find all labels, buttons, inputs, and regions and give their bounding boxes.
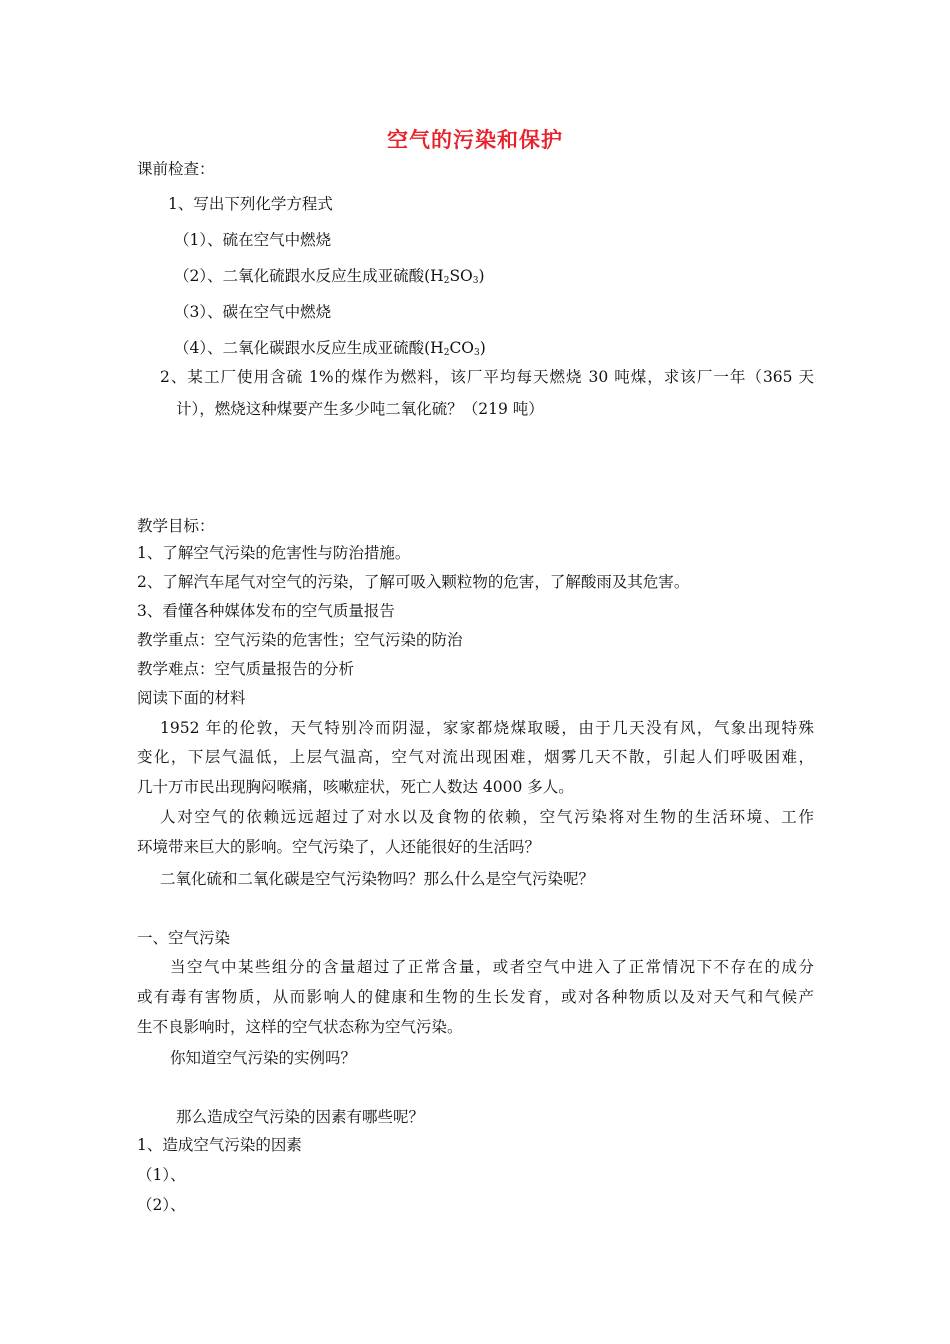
formula-h2so3: $(H_2SO_3)$ (424, 267, 485, 286)
goal-item: 2、了解汽车尾气对空气的污染，了解可吸入颗粒物的危害，了解酸雨及其危害。 (137, 573, 690, 591)
page-title: 空气的污染和保护 (387, 127, 563, 152)
reading-paragraph-line: 环境带来巨大的影响。空气污染了，人还能很好的生活吗？ (137, 838, 541, 856)
goals-heading: 教学目标： (137, 517, 215, 535)
question-1-item: （2）、二氧化硫跟水反应生成亚硫酸$(H_2SO_3)$ (174, 267, 485, 286)
question-1: 1、写出下列化学方程式 (168, 195, 333, 213)
goal-item: 1、了解空气污染的危害性与防治措施。 (137, 544, 411, 562)
goal-item: 3、看懂各种媒体发布的空气质量报告 (137, 602, 395, 620)
reading-heading: 阅读下面的材料 (137, 689, 246, 707)
factor-item: （2）、 (137, 1196, 186, 1214)
question-1-item: （4）、二氧化碳跟水反应生成亚硫酸$(H_2CO_3)$ (174, 339, 486, 358)
question-1-item: （1）、硫在空气中燃烧 (174, 231, 332, 249)
question-2-line: 计），燃烧这种煤要产生多少吨二氧化硫？（219 吨） (176, 400, 544, 418)
factors-question: 那么造成空气污染的因素有哪些呢？ (176, 1108, 425, 1126)
formula-h2co3: $(H_2CO_3)$ (424, 339, 486, 358)
pre-check-heading: 课前检查： (137, 160, 215, 178)
question-1-item: （3）、碳在空气中燃烧 (174, 303, 332, 321)
definition-line: 当空气中某些组分的含量超过了正常含量，或者空气中进入了正常情况下不存在的成分 (170, 958, 814, 976)
definition-line: 生不良影响时，这样的空气状态称为空气污染。 (137, 1018, 463, 1036)
reading-paragraph-line: 人对空气的依赖远远超过了对水以及食物的依赖，空气污染将对生物的生活环境、工作 (160, 808, 814, 826)
difficulty: 教学难点：空气质量报告的分析 (137, 660, 355, 678)
factor-item: （1）、 (137, 1166, 186, 1184)
reading-paragraph-line: 变化，下层气温低，上层气温高，空气对流出现困难，烟雾几天不散，引起人们呼吸困难， (137, 748, 814, 766)
key-point: 教学重点：空气污染的危害性；空气污染的防治 (137, 631, 463, 649)
reading-question: 二氧化硫和二氧化碳是空气污染物吗？那么什么是空气污染呢？ (160, 870, 595, 888)
question-2-line: 2、某工厂使用含硫 1%的煤作为燃料，该厂平均每天燃烧 30 吨煤，求该厂一年（365 天 (160, 368, 814, 386)
factors-heading: 1、造成空气污染的因素 (137, 1136, 302, 1154)
reading-paragraph-line: 1952 年的伦敦，天气特别冷而阴湿，家家都烧煤取暖，由于几天没有风，气象出现特殊 (160, 719, 814, 737)
reading-paragraph-line: 几十万市民出现胸闷喉痛，咳嗽症状，死亡人数达 4000 多人。 (137, 778, 574, 796)
definition-line: 或有毒有害物质，从而影响人的健康和生物的生长发育，或对各种物质以及对天气和气候产 (137, 988, 814, 1006)
example-question: 你知道空气污染的实例吗？ (170, 1049, 357, 1067)
section-heading: 一、空气污染 (137, 929, 231, 947)
